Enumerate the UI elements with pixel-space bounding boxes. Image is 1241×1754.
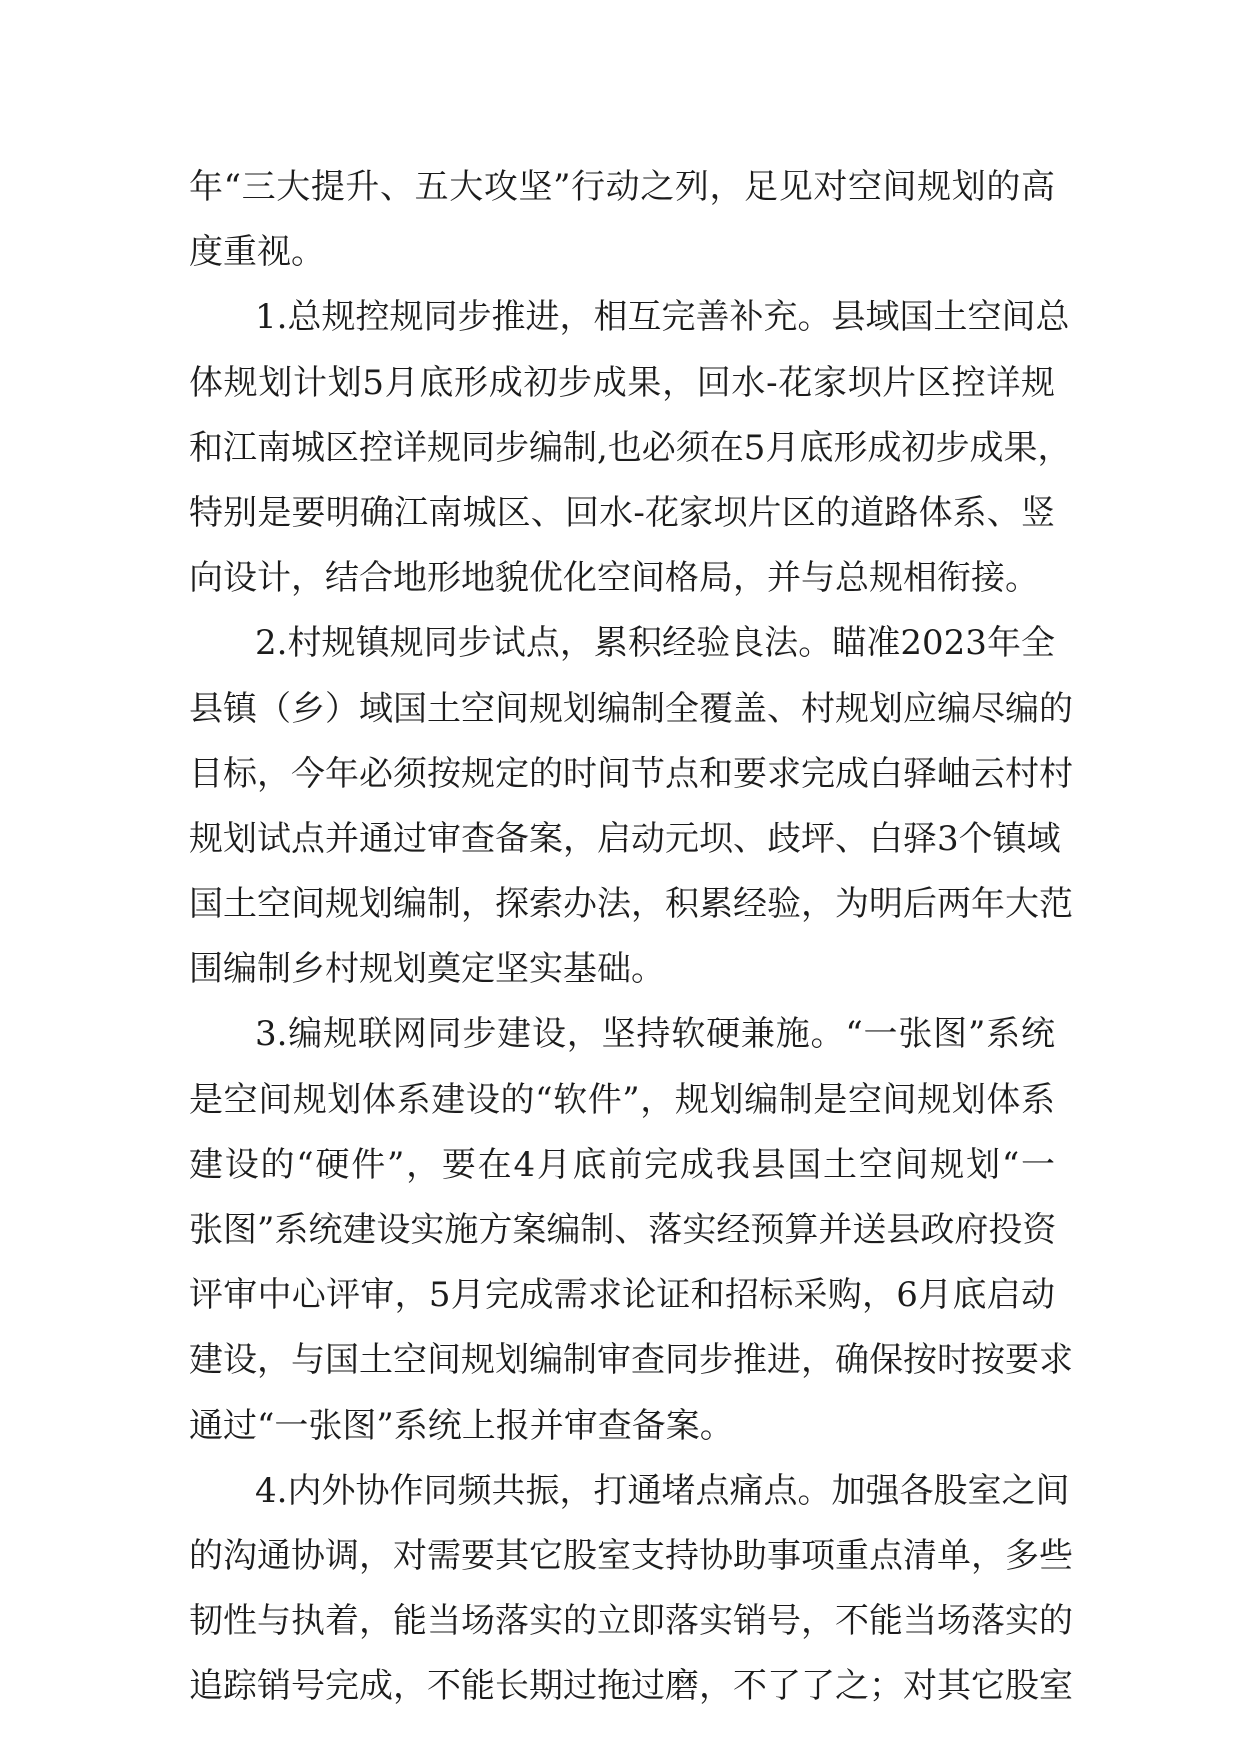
text-line: 度重视。 [189,232,325,273]
text-line: 评审中心评审，5月完成需求论证和招标采购，6月底启动 [189,1275,1055,1316]
text-line: 和江南城区控详规同步编制,也必须在5月底形成初步成果， [189,427,1072,468]
text-line: 张图”系统建设实施方案编制、落实经预算并送县政府投资 [189,1210,1057,1250]
paragraph-first-line: 4.内外协作同频共振，打通堵点痛点。加强各股室之间 [255,1470,1070,1511]
paragraph-first-line: 2.村规镇规同步试点，累积经验良法。瞄准2023年全 [255,623,1055,664]
text-line: 建设，与国土空间规划编制审查同步推进，确保按时按要求 [189,1340,1073,1381]
text-line: 建设的“硬件”，要在4月底前完成我县国土空间规划“一 [189,1144,1055,1185]
document-body [189,155,1073,1720]
text-line: 县镇（乡）域国土空间规划编制全覆盖、村规划应编尽编的 [189,688,1073,729]
text-line: 规划试点并通过审查备案，启动元坝、歧坪、白驿3个镇域 [189,818,1061,859]
paragraph-first-line: 1.总规控规同步推进，相互完善补充。县域国土空间总 [255,297,1070,338]
text-line: 体规划计划5月底形成初步成果，回水-花家坝片区控详规 [189,362,1055,403]
text-line: 追踪销号完成，不能长期过拖过磨，不了了之；对其它股室 [189,1666,1073,1707]
text-line: 国土空间规划编制，探索办法，积累经验，为明后两年大范 [189,884,1073,925]
text-line: 向设计，结合地形地貌优化空间格局，并与总规相衔接。 [189,558,1039,599]
text-line: 特别是要明确江南城区、回水-花家坝片区的道路体系、竖 [189,492,1055,533]
text-line: 年“三大提升、五大攻坚”行动之列，足见对空间规划的高 [189,167,1055,207]
paragraph-first-line: 3.编规联网同步建设，坚持软硬兼施。“一张图”系统 [255,1014,1055,1055]
text-line: 韧性与执着，能当场落实的立即落实销号，不能当场落实的 [189,1601,1073,1642]
text-line: 围编制乡村规划奠定坚实基础。 [189,949,665,990]
text-line: 通过“一张图”系统上报并审查备案。 [189,1405,734,1446]
text-line: 是空间规划体系建设的“软件”，规划编制是空间规划体系 [189,1079,1055,1120]
text-line: 目标，今年必须按规定的时间节点和要求完成白驿岫云村村 [189,753,1073,794]
text-line: 的沟通协调，对需要其它股室支持协助事项重点清单，多些 [189,1535,1073,1576]
